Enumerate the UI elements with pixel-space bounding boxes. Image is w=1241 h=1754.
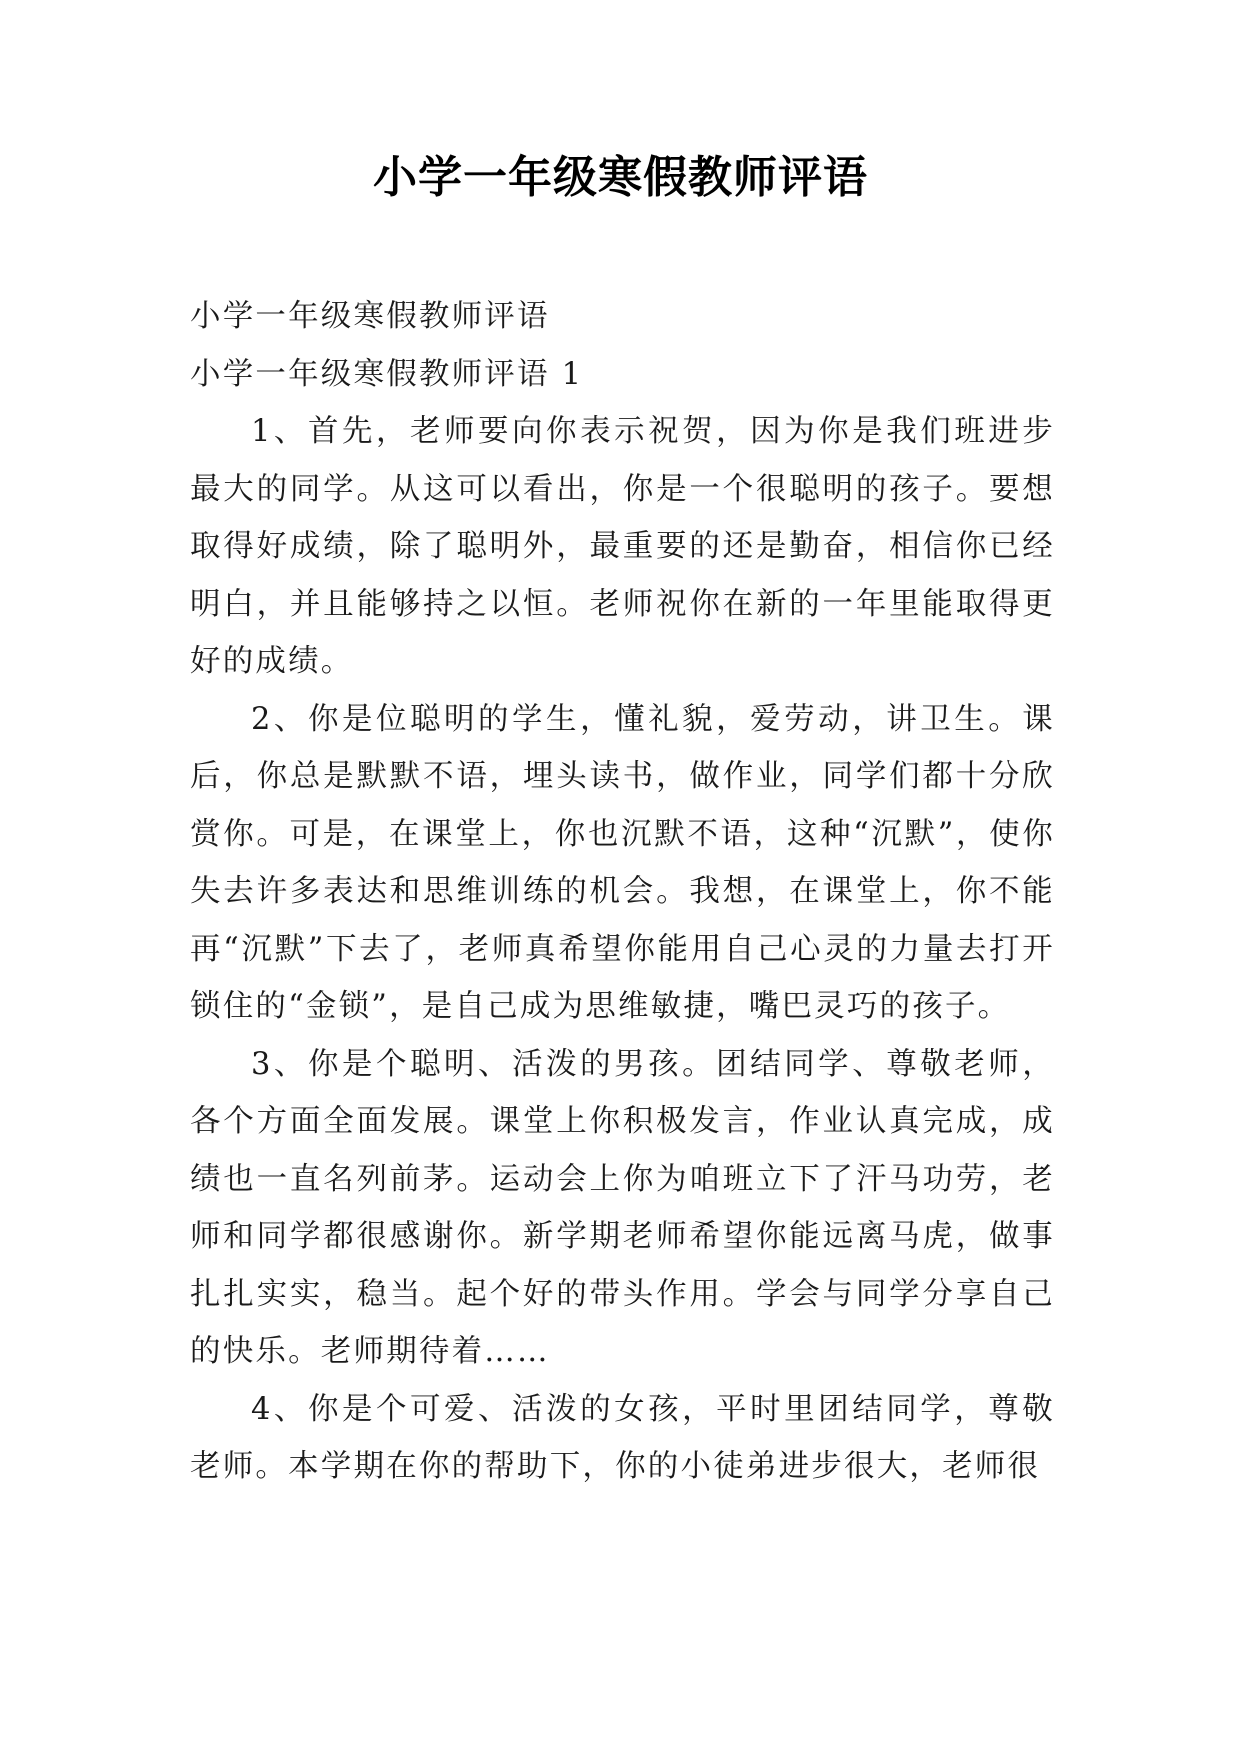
document-body [190,288,1055,1496]
comment-paragraph-1: 1、首先，老师要向你表示祝贺，因为你是我们班进步最大的同学。从这可以看出，你是一个很聪明的孩子。要想取得好成绩，除了聪明外，最重要的还是勤奋，相信你已经明白，并且能够持之以恒。老师祝你在新的一年里能取得更好的成绩。 [190,414,1055,679]
section-heading: 小学一年级寒假教师评语 1 [190,356,584,392]
document-subtitle: 小学一年级寒假教师评语 [190,299,550,334]
comment-paragraph-4: 4、你是个可爱、活泼的女孩，平时里团结同学，尊敬老师。本学期在你的帮助下，你的小徒弟进步很大，老师很 [190,1391,1055,1484]
comment-paragraph-3: 3、你是个聪明、活泼的男孩。团结同学、尊敬老师，各个方面全面发展。课堂上你积极发言，作业认真完成，成绩也一直名列前茅。运动会上你为咱班立下了汗马功劳，老师和同学都很感谢你。新学期老师希望你能远离马虎，做事扎扎实实，稳当。起个好的带头作用。学会与同学分享自己的快乐。老师期待着…… [190,1046,1055,1369]
comment-paragraph-2: 2、你是位聪明的学生，懂礼貌，爱劳动，讲卫生。课后，你总是默默不语，埋头读书，做作业，同学们都十分欣赏你。可是，在课堂上，你也沉默不语，这种“沉默”，使你失去许多表达和思维训练的机会。我想，在课堂上，你不能再“沉默”下去了，老师真希望你能用自己心灵的力量去打开锁住的“金锁”，是自己成为思维敏捷，嘴巴灵巧的孩子。 [190,701,1055,1024]
document-title: 小学一年级寒假教师评语 [373,152,868,203]
